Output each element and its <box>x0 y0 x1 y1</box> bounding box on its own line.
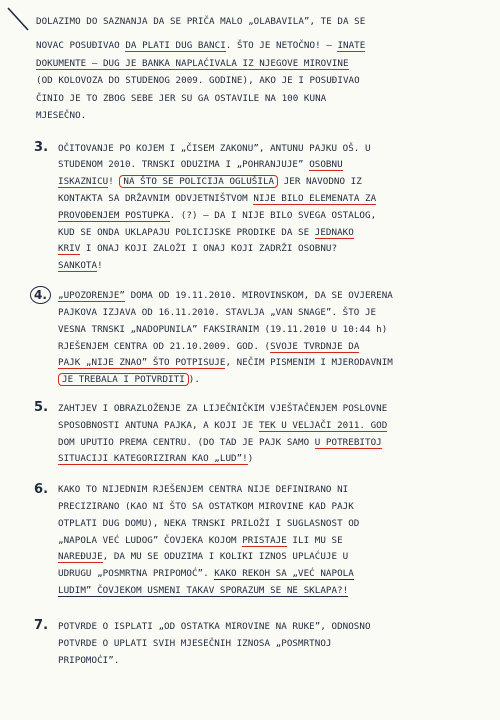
top-line-4 <box>36 75 360 86</box>
underlined-text: DA PLATI DUG BANCI <box>125 40 226 51</box>
item7-line-2 <box>58 638 332 649</box>
underlined-text: SITUACIJI KATEGORIZIRAN KAO „LUD”! <box>58 453 248 464</box>
item6-line-2 <box>58 501 354 512</box>
item7-line-1 <box>58 621 371 632</box>
item5-line-3 <box>58 437 382 448</box>
text: ). <box>188 374 200 385</box>
item6-line-6 <box>58 568 354 579</box>
text: POTVRDE O ISPLATI „OD OSTATKA MIROVINE NA RUKE”, ODNOSNO <box>58 621 371 632</box>
text: SPOSOBNOSTI ANTUNA PAJKA, A KOJI JE <box>58 420 259 431</box>
item5-line-1 <box>58 403 387 414</box>
item3-line-1 <box>58 143 371 154</box>
underlined-text: LUDIM” ČOVJEKOM USMENI TAKAV SPORAZUM SE NE SKLAPA?! <box>58 585 349 596</box>
text: JER NAVODNO IZ <box>278 176 362 187</box>
underlined-text: TEK U VELJAČI 2011. GOD <box>258 420 388 431</box>
text: PAJKOVA IZJAVA OD 16.11.2010. STAVLJA „VAN SNAGE”. ŠTO JE <box>58 307 377 318</box>
item4-line-2 <box>58 307 376 318</box>
item3-line-8 <box>58 260 103 271</box>
text: (OD KOLOVOZA DO STUDENOG 2009. GODINE), AKO JE I POSUĐIVAO <box>36 75 360 86</box>
item7-line-3 <box>58 655 119 666</box>
text: DOLAZIMO DO SAZNANJA DA SE PRIČA MALO „OLABAVILA”, TE DA SE <box>36 16 366 27</box>
text: POTVRDE O UPLATI SVIH MJESEČNIH IZNOSA „POSMRTNOJ <box>58 638 332 649</box>
item6-line-7 <box>58 585 348 596</box>
text: ! <box>97 260 103 271</box>
text: ČINIO JE TO ZBOG SEBE JER SU GA OSTAVILE NA 100 KUNA <box>36 93 327 104</box>
item3-line-3 <box>58 176 362 187</box>
text: UDRUGU „POSMRTNA PRIPOMOĆ”. <box>58 568 215 579</box>
top-line-6 <box>36 110 86 121</box>
text: . ŠTO JE NETOČNO! – <box>225 40 332 51</box>
text: DO TAD JE PAJK SAMO <box>203 437 315 448</box>
text: . (?) – DA I NIJE BILO SVEGA OSTALOG, <box>169 210 377 221</box>
underlined-text: PAJK „NIJE ZNAO” ŠTO POTPISUJE <box>58 357 226 368</box>
item3-line-4 <box>58 193 376 204</box>
item4-line-1 <box>58 290 393 301</box>
item-number: 5. <box>34 400 49 415</box>
underlined-text: NAREĐUJE <box>58 551 103 562</box>
item-number: 7. <box>34 618 49 633</box>
top-line-1 <box>36 16 365 27</box>
text: KONTAKTA SA DRŽAVNIM ODVJETNIŠTVOM <box>58 193 254 204</box>
text: STUDENOM 2010. TRNSKI ODUZIMA I „POHRANJUJE” <box>58 159 304 170</box>
top-line-3 <box>36 58 349 69</box>
underlined-text: SANKOTA <box>58 260 98 271</box>
text: OTPLATI DUG DOMU), NEKA TRNSKI PRILOŽI I SUGLASNOST OD <box>58 518 360 529</box>
text: I ONAJ KOJI ZALOŽI I ONAJ KOJI ZADRŽI OSOBNU? <box>80 243 338 254</box>
item-number: 3. <box>34 140 49 155</box>
text: RJEŠENJEM CENTRA OD 21.10.2009. GOD. ( <box>58 341 271 352</box>
text: , NEČIM PISMENIM I MJERODAVNIM <box>225 357 393 368</box>
text: DOMA OD 19.11.2010. MIROVINSKOM, DA SE OVJERENA <box>124 290 393 301</box>
underlined-text: ISKAZNICU <box>58 176 109 187</box>
text: „NAPOLA VEĆ LUDOG” ČOVJEKA KOJOM <box>58 535 243 546</box>
item6-line-4 <box>58 535 343 546</box>
underlined-text: KRIV <box>58 243 81 254</box>
text: , DA MU SE ODUZIMA I KOLIKI IZNOS UPLAĆUJE U <box>102 551 349 562</box>
item6-line-5 <box>58 551 348 562</box>
text: NOVAC POSUĐIVAO <box>36 40 120 51</box>
item4-line-5 <box>58 357 393 368</box>
item6-line-3 <box>58 518 359 529</box>
boxed-text: NA ŠTO SE POLICIJA OGLUŠILA <box>119 175 278 188</box>
text: MJESEČNO. <box>36 110 87 121</box>
top-line-2 <box>36 40 365 51</box>
underlined-text: SVOJE TVRDNJE DA <box>270 341 360 352</box>
underlined-text: – DUG JE BANKA NAPLAĆIVALA IZ NJEGOVE MIROVINE <box>86 58 349 69</box>
text: ZAHTJEV I OBRAZLOŽENJE ZA LIJEČNIČKIM VJEŠTAČENJEM POSLOVNE <box>58 403 388 414</box>
item3-line-5 <box>58 210 376 221</box>
item3-line-7 <box>58 243 337 254</box>
item6-line-1 <box>58 484 348 495</box>
underlined-text: INATE <box>337 40 366 51</box>
item4-line-6 <box>58 374 200 385</box>
text: OČITOVANJE PO KOJEM I „ČISEM ZAKONU”, ANTUNU PAJKU OŠ. U <box>58 143 371 154</box>
text: DOM UPUTIO PREMA CENTRU. ( <box>58 437 204 448</box>
underlined-text: PRISTAJE <box>242 535 287 546</box>
item4-line-3 <box>58 324 387 335</box>
underlined-text: NIJE BILO ELEMENATA ZA <box>253 193 377 204</box>
underlined-text: „UPOZORENJE” <box>58 290 125 301</box>
item5-line-4 <box>58 453 253 464</box>
text: ! <box>108 176 120 187</box>
underlined-text: DOKUMENTE <box>36 58 87 69</box>
text: KUD SE ONDA UKLAPAJU POLICIJSKE PRODIKE DA SE <box>58 227 315 238</box>
underlined-text: OSOBNU <box>309 159 343 170</box>
item4-line-4 <box>58 341 359 352</box>
text: PRECIZIRANO (KAO NI ŠTO SA OSTATKOM MIROVINE KAD PAJK <box>58 501 354 512</box>
text: ILI MU SE <box>286 535 343 546</box>
item-number-circled: 4. <box>30 286 51 304</box>
underlined-text: JEDNAKO <box>314 227 354 238</box>
top-line-5 <box>36 93 326 104</box>
underlined-text: U POTREBITOJ <box>314 437 382 448</box>
item3-line-6 <box>58 227 354 238</box>
text: PRIPOMOĆI”. <box>58 655 120 666</box>
underlined-text: KAKO REKOH SA „VEĆ NAPOLA <box>214 568 354 579</box>
item-number: 6. <box>34 482 49 497</box>
boxed-text: JE TREBALA I POTVRDITI <box>58 373 189 386</box>
text: KAKO TO NIJEDNIM RJEŠENJEM CENTRA NIJE DEFINIRANO NI <box>58 484 349 495</box>
item5-line-2 <box>58 420 387 431</box>
item3-line-2 <box>58 159 343 170</box>
text: VESNA TRNSKI „NADOPUNILA” FAKSIRANIM (19.11.2010 U 10:44 h) <box>58 324 388 335</box>
text: ) <box>247 453 254 464</box>
underlined-text: PROVOĐENJEM POSTUPKA <box>58 210 170 221</box>
